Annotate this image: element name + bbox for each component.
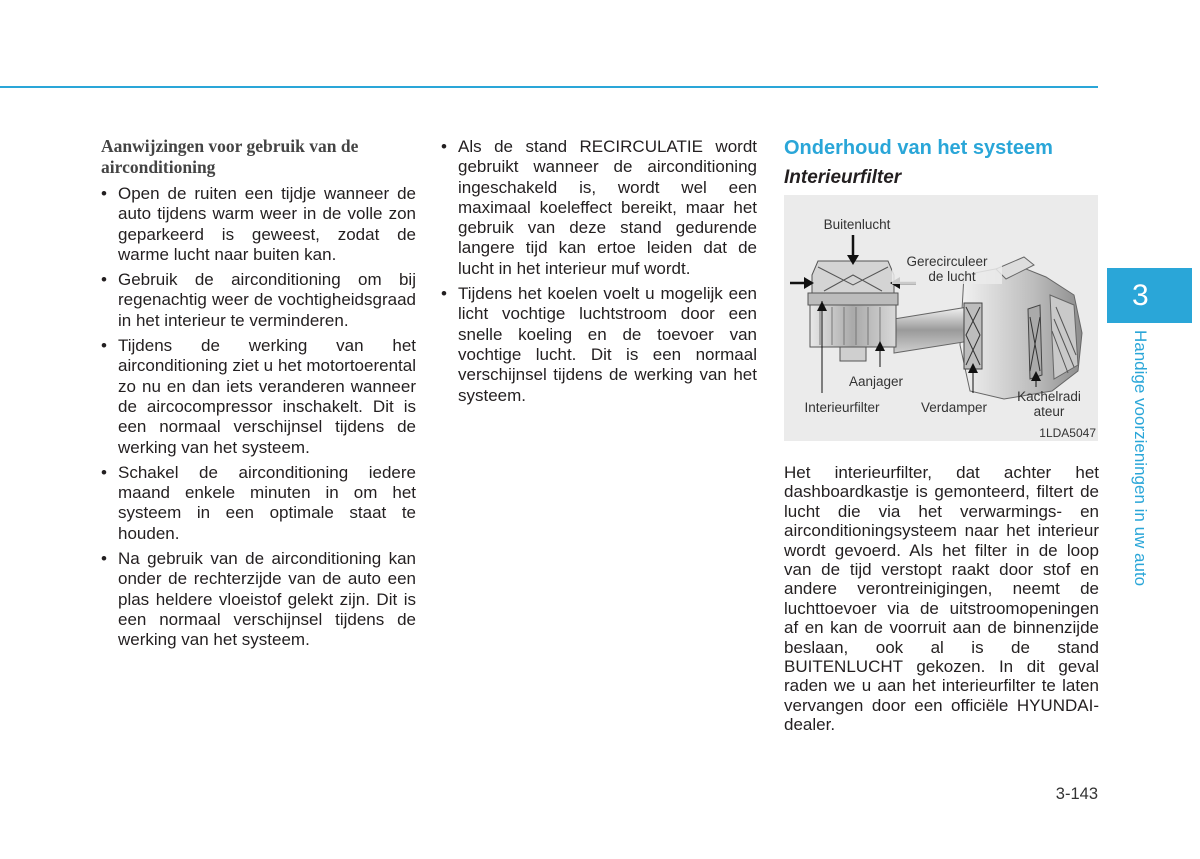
subsection-title: Interieurfilter [784, 167, 902, 188]
chapter-tab [1107, 268, 1192, 323]
label-heater-core [1006, 389, 1092, 419]
ac-usage-list-continued [441, 137, 757, 406]
list-item: • Gebruik de airconditioning om bij regenachtig weer de vochtigheidsgraad in het interieur te verminderen. [101, 270, 416, 331]
label-cabin-filter: Interieurfilter [804, 400, 880, 415]
top-rule [0, 86, 1098, 88]
list-item: • Na gebruik van de airconditioning kan onder de rechterzijde van de auto een plas heldere vloeistof gelekt zijn. Dit is een normaal verschijnsel tijdens de werking van het systeem. [101, 549, 416, 650]
column-middle [441, 137, 757, 411]
list-item: • Tijdens de werking van het airconditioning ziet u het motortoerental zo nu en dan iets veranderen wanneer de aircocompressor inschakelt. Dit is een normaal verschijnsel tijdens de werking van het systeem. [101, 336, 416, 458]
label-evaporator: Verdamper [920, 400, 988, 415]
label-recirculated-air-line2: de lucht [928, 269, 976, 284]
section-title: Onderhoud van het systeem [784, 137, 1053, 159]
ac-usage-heading: Aanwijzingen voor gebruik van de airconditioning [101, 136, 359, 177]
ac-usage-list [101, 184, 416, 651]
list-item: • Als de stand RECIRCULATIE wordt gebruikt wanneer de airconditioning ingeschakeld is, wordt wel een maximaal koeleffect bereikt, maar het gebruik van deze stand gedurende langere tijd kan ertoe leiden dat de lucht in het interieur muf wordt. [441, 137, 757, 279]
list-item: • Open de ruiten een tijdje wanneer de auto tijdens warm weer in de volle zon geparkeerd is geweest, zodat de warme lucht naar buiten kan. [101, 184, 416, 265]
chapter-title: Handige voorzieningen in uw auto [1131, 330, 1150, 587]
label-blower: Aanjager [848, 374, 904, 389]
cabin-filter-diagram [784, 195, 1098, 441]
chapter-number: 3 [1132, 279, 1149, 312]
page-number: 3-143 [1055, 785, 1098, 803]
label-recirculated-air [892, 254, 1002, 284]
cabin-filter-description: Het interieurfilter, dat achter het dashboardkastje is gemonteerd, filtert de lucht die via het verwarmings- en airconditioningsysteem naar het interieur wordt gevoerd. Als het filter in de loop van de tijd verstopt raakt door stof en andere verontreinigingen, neemt de luchttoevoer via de uitstroomopeningen af en kan de voorruit aan de binnenzijde beslaan, ook al is de stand BUITENLUCHT gekozen. In dit geval raden we u aan het interieurfilter te laten vervangen door een officiële HYUNDAI-dealer. [784, 463, 1099, 735]
column-left [101, 136, 416, 656]
figure-code: 1LDA5047 [1039, 426, 1096, 440]
label-outside-air: Buitenlucht [823, 217, 891, 232]
label-heater-core-line1: Kachelradi [1017, 389, 1081, 404]
column-right [784, 136, 1099, 735]
label-heater-core-line2: ateur [1033, 404, 1065, 419]
list-item: • Tijdens het koelen voelt u mogelijk een licht vochtige luchtstroom door een snelle koeling en de toevoer van vochtige lucht. Dit is een normaal verschijnsel tijdens de werking van het systeem. [441, 284, 757, 406]
list-item: • Schakel de airconditioning iedere maand enkele minuten in om het systeem in een optimale staat te houden. [101, 463, 416, 544]
label-recirculated-air-line1: Gerecirculeer [906, 254, 988, 269]
